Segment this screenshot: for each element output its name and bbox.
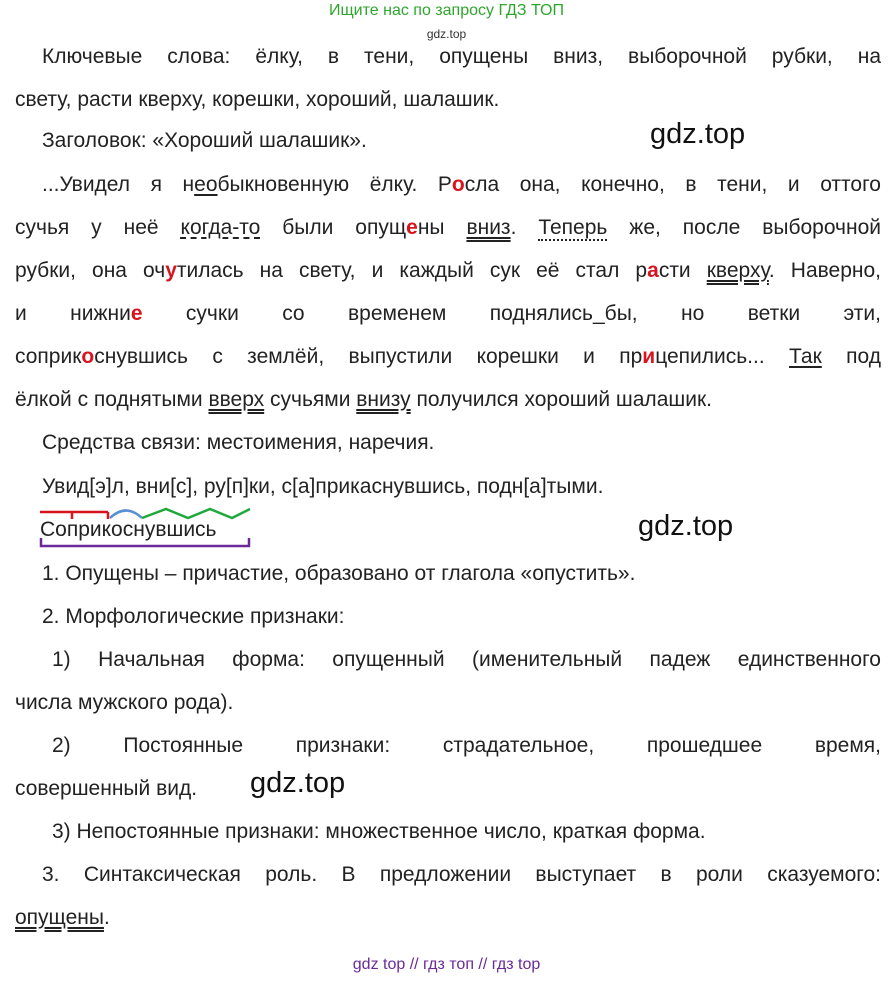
analysis-item-1: 1. Опущены – причастие, образовано от глагола «опустить». xyxy=(42,562,636,585)
keywords-line-2: свету, расти кверху, корешки, хороший, шалашик. xyxy=(15,88,500,111)
search-banner: Ищите нас по запросу ГДЗ ТОП xyxy=(329,2,564,19)
ending-bracket xyxy=(39,538,253,550)
keywords-line-1: Ключевые слова: ёлку, в тени, опущены вниз, выборочной рубки, на xyxy=(42,45,881,68)
analysis-item-2: 2. Морфологические признаки: xyxy=(42,605,345,628)
analysis-item-2-2-cont: совершенный вид. xyxy=(15,777,198,800)
text-line-2: сучья у неё когда-то были опущены вниз. Теперь же, после выборочной xyxy=(15,216,882,239)
site-label: gdz.top xyxy=(426,27,467,41)
text-line-3: рубки, она очутилась на свету, и каждый сук её стал расти кверху. Наверно, xyxy=(15,259,882,282)
analysis-item-2-2: 2) Постоянные признаки: страдательное, прошедшее время, xyxy=(52,734,881,757)
phonetic-line: Увид[э]л, вни[с], ру[п]ки, с[а]прикаснувшись, подн[а]тыми. xyxy=(42,475,604,498)
watermark: gdz.top xyxy=(638,510,734,542)
watermark: gdz.top xyxy=(250,767,346,799)
parsed-word: Соприкоснувшись xyxy=(40,518,217,541)
footer-links: gdz top // гдз топ // гдз top xyxy=(352,956,541,973)
analysis-item-2-1: 1) Начальная форма: опущенный (именительный падеж единственного xyxy=(52,648,881,671)
analysis-item-2-1-cont: числа мужского рода). xyxy=(15,691,234,714)
text-line-5: соприкоснувшись с землёй, выпустили корешки и прицепились... Так под xyxy=(15,345,881,368)
text-line-4: и нижние сучки со временем поднялись_бы, но ветки эти, xyxy=(15,302,881,325)
connection-means: Средства связи: местоимения, наречия. xyxy=(42,431,435,454)
watermark: gdz.top xyxy=(650,118,746,150)
text-line-1: ...Увидел я необыкновенную ёлку. Росла она, конечно, в тени, и оттого xyxy=(42,173,881,196)
title-line: Заголовок: «Хороший шалашик». xyxy=(42,129,367,152)
predicate-word: опущены xyxy=(15,906,104,929)
analysis-item-3-cont: опущены. xyxy=(15,906,110,929)
analysis-item-2-3: 3) Непостоянные признаки: множественное число, краткая форма. xyxy=(52,820,706,843)
text-line-6: ёлкой с поднятыми вверх сучьями внизу получился хороший шалашик. xyxy=(15,388,712,411)
analysis-item-3: 3. Синтаксическая роль. В предложении выступает в роли сказуемого: xyxy=(42,863,881,886)
